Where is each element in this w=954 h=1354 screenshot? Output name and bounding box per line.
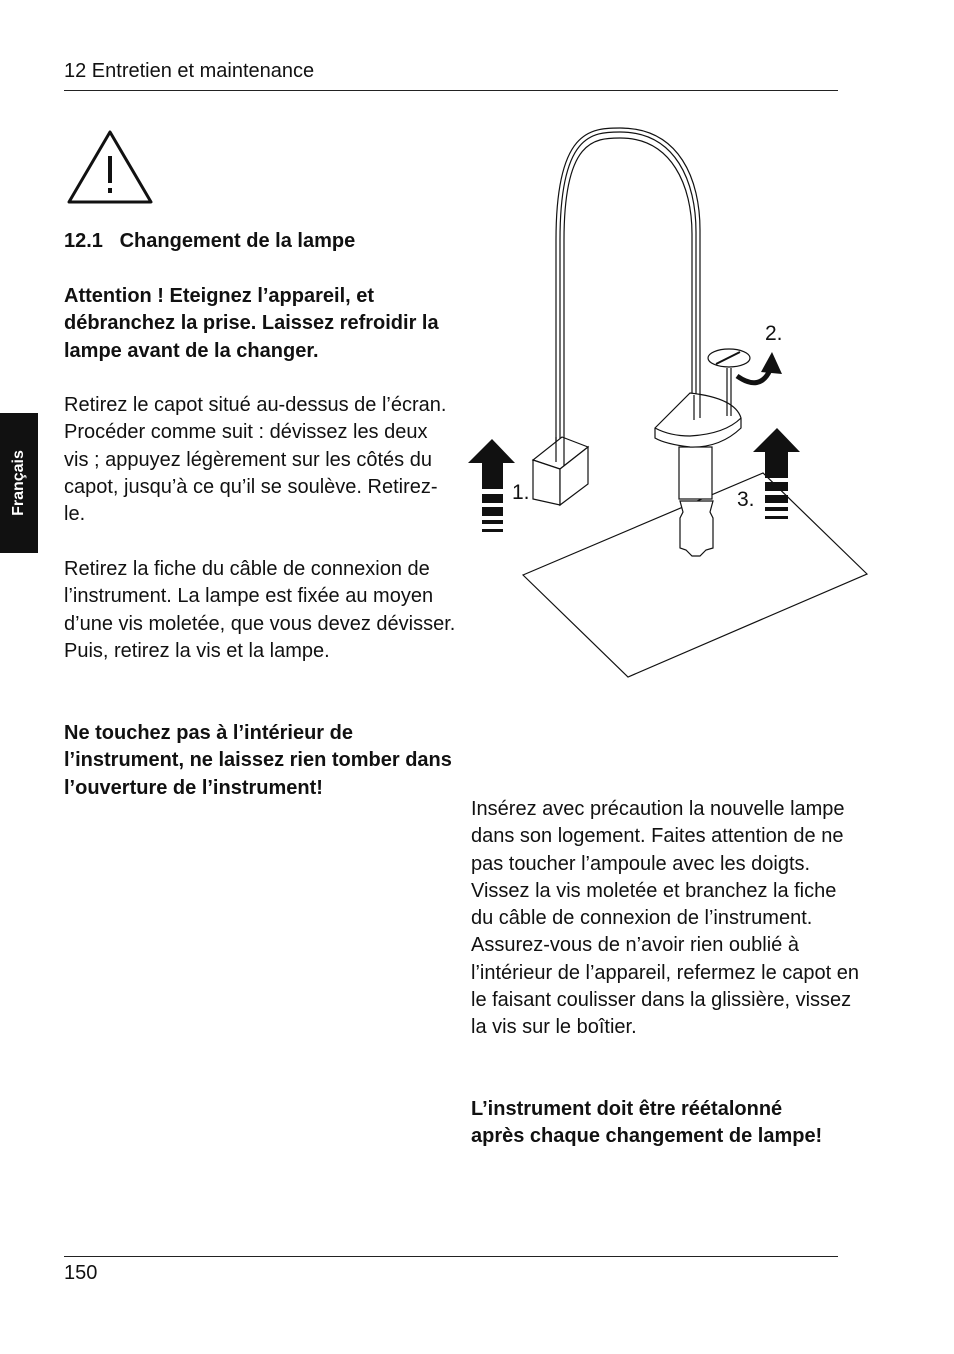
step-2-label: 2. bbox=[765, 322, 783, 345]
paragraph-remove-cover: Retirez le capot situé au-dessus de l’écran. Procéder comme suit : dévissez les deux vis ; appuyez légèrement sur les côtés du capot, jusqu’à ce qu’il se soulève. Retirez-le. bbox=[64, 394, 447, 526]
paragraph-insert-lamp: Insérez avec précaution la nouvelle lampe dans son logement. Faites attention de ne pas toucher l’ampoule avec les doigts. Vissez la vis moletée et branchez la fiche du câble de connexion de l’instrument. Assurez-vous de n’avoir rien oublié à l’intérieur de l’appareil, refermez le capot en le faisant coulisser dans la glissière, vissez la vis sur le boîtier. bbox=[471, 798, 859, 1039]
language-tab-label: Français bbox=[10, 450, 27, 516]
section-title: 12.1 Changement de la lampe bbox=[64, 230, 356, 252]
recalibration-note: L’instrument doit être réétalonné après chaque changement de lampe! bbox=[471, 1098, 823, 1148]
connector-plug bbox=[533, 437, 588, 505]
lamp-change-diagram bbox=[468, 128, 867, 677]
caution-text: Ne touchez pas à l’intérieur de l’instrument, ne laissez rien tomber dans l’ouverture de l’instrument! bbox=[64, 722, 452, 799]
paragraph-remove-lamp: Retirez la fiche du câble de connexion de l’instrument. La lampe est fixée au moyen d’une vis moletée, que vous devez dévisser. Puis, retirez la vis et la lampe. bbox=[64, 558, 456, 662]
chapter-header: 12 Entretien et maintenance bbox=[64, 60, 315, 82]
warning-icon bbox=[69, 132, 151, 202]
page-number: 150 bbox=[64, 1262, 98, 1284]
lift-arrow-icon-1 bbox=[468, 439, 515, 532]
warning-text: Attention ! Eteignez l’appareil, et débranchez la prise. Laissez refroidir la lampe avant de la changer. bbox=[64, 285, 439, 362]
footer-rule bbox=[64, 1256, 838, 1257]
step-1-label: 1. bbox=[512, 481, 530, 504]
step-3-label: 3. bbox=[737, 488, 755, 511]
